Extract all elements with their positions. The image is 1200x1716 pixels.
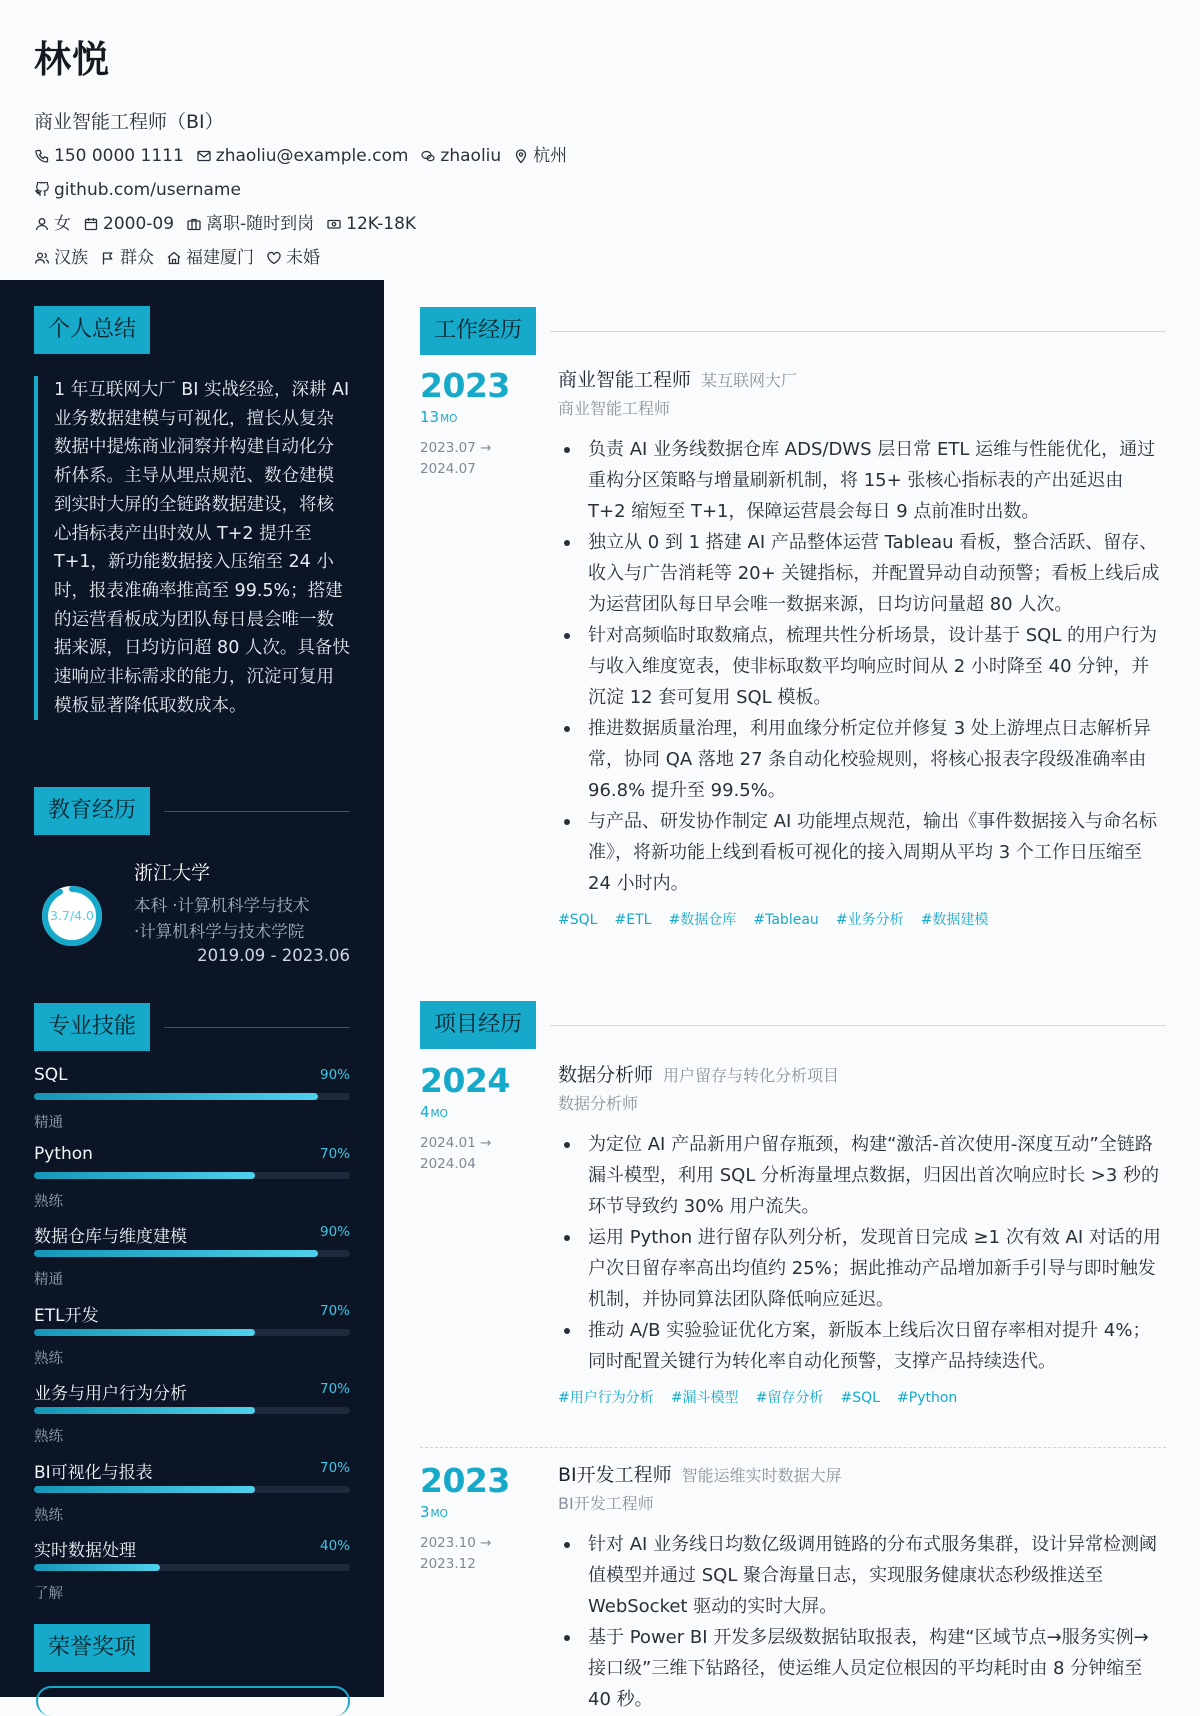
skill-tag: #Tableau <box>753 912 819 928</box>
skill-item <box>34 1379 350 1449</box>
skill-item <box>34 1536 350 1606</box>
summary-text: 1 年互联网大厂 BI 实战经验，深耕 AI 业务数据建模与可视化，擅长从复杂数据中提炼商业洞察并构建自动化分析体系。主导从埋点规范、数仓建模到实时大屏的全链路数据建设，将核心指标表产出时效从 T+2 提升至 T+1，新功能数据接入压缩至 24 小时，报表准确率推高至 99.5%；搭建的运营看板成为团队每日晨会唯一数据来源，日均访问超 80 人次。具备快速响应非标需求的能力，沉淀可复用模板显著降低取数成本。 <box>34 376 350 720</box>
resume-header <box>0 0 1200 280</box>
bullet-item: 针对高频临时取数痛点，梳理共性分析场景，设计基于 SQL 的用户行为与收入维度宽表，使非标取数平均响应时间从 2 小时降至 40 分钟，并沉淀 12 套可复用 SQL 模板。 <box>558 620 1166 713</box>
skill-name: BI可视化与报表 <box>34 1462 153 1483</box>
skill-level: 精通 <box>34 1115 63 1131</box>
marital-text: 未婚 <box>286 248 320 268</box>
entry-year: 2023 <box>420 1461 510 1500</box>
wechat-item <box>420 144 501 168</box>
skills-section-title: 专业技能 <box>34 1003 150 1051</box>
duration-unit: MO <box>440 413 458 425</box>
skill-percent: 90% <box>319 1224 350 1240</box>
skill-tag: #用户行为分析 <box>558 1390 654 1406</box>
skill-progress-fill <box>34 1407 255 1414</box>
entry-title-line <box>558 366 1166 394</box>
bullet-item: 为定位 AI 产品新用户留存瓶颈，构建“激活-首次使用-深度互动”全链路漏斗模型，利用 SQL 分析海量埋点数据，归因出首次响应时长 >3 秒的环节导致约 30% 用户流失。 <box>558 1129 1166 1222</box>
contact-row <box>34 144 1200 168</box>
bullet-item: 推进数据质量治理，利用血缘分析定位并修复 3 处上游埋点日志解析异常，协同 QA 落地 27 条自动化校验规则，将核心报表字段级准确率由 96.8% 提升至 99.5%。 <box>558 713 1166 806</box>
mail-icon <box>196 148 212 164</box>
birth-text: 2000-09 <box>103 214 175 234</box>
skill-percent: 70% <box>319 1145 350 1162</box>
entry-bullets <box>558 1529 1166 1715</box>
personal-row <box>34 212 1200 236</box>
entry-dates <box>420 1533 491 1575</box>
entry-title-line <box>558 1061 1166 1089</box>
summary-section-title: 个人总结 <box>34 306 150 354</box>
skill-progress-fill <box>34 1564 160 1571</box>
entry-title: 商业智能工程师 <box>558 369 692 391</box>
skill-item <box>34 1458 350 1528</box>
entry-body <box>558 1061 1166 1407</box>
skill-progress-fill <box>34 1486 255 1493</box>
hometown-text: 福建厦门 <box>186 248 254 268</box>
entry-year: 2023 <box>420 366 510 405</box>
marital-item <box>266 246 320 270</box>
degree-major: 本科 ·计算机科学与技术 <box>134 896 310 915</box>
entry-role: 数据分析师 <box>558 1094 639 1113</box>
entry-year: 2024 <box>420 1061 510 1100</box>
skill-name: ETL开发 <box>34 1305 99 1326</box>
github-row <box>34 178 1200 202</box>
entry-tags <box>558 909 1166 929</box>
politics-text: 群众 <box>120 248 154 268</box>
skill-tag: #ETL <box>614 912 652 928</box>
honors-section-header <box>34 1624 350 1672</box>
entry-body <box>558 1461 1166 1715</box>
skill-name: Python <box>34 1143 93 1164</box>
skill-progress-track <box>34 1250 350 1257</box>
bullet-item: 与产品、研发协作制定 AI 功能埋点规范，输出《事件数据接入与命名标准》，将新功能上线到看板可视化的接入周期从平均 3 个工作日压缩至 24 小时内。 <box>558 806 1166 899</box>
skill-level: 熟练 <box>34 1350 63 1367</box>
user-icon <box>34 216 50 232</box>
skill-percent: 40% <box>319 1538 350 1554</box>
skill-level: 熟练 <box>34 1193 63 1210</box>
skill-progress-track <box>34 1564 350 1571</box>
candidate-name: 林悦 <box>34 38 110 81</box>
money-icon <box>326 216 342 232</box>
section-divider <box>164 1027 350 1028</box>
gpa-label: 3.7/4.0 <box>50 908 94 923</box>
education-section-title: 教育经历 <box>34 787 150 835</box>
skill-name: 业务与用户行为分析 <box>34 1384 187 1404</box>
skill-name: SQL <box>34 1065 68 1085</box>
entry-role: BI开发工程师 <box>558 1494 654 1513</box>
skill-progress-track <box>34 1486 350 1493</box>
entry-separator <box>420 1447 1166 1448</box>
skill-progress-track <box>34 1407 350 1414</box>
entry-company: 某互联网大厂 <box>701 371 798 390</box>
wechat-text: zhaoliu <box>440 146 502 166</box>
section-divider <box>550 331 1166 332</box>
entry-dates <box>420 1133 491 1175</box>
entry-duration <box>420 1103 448 1121</box>
skill-name: 数据仓库与维度建模 <box>34 1227 187 1247</box>
duration-value: 13 <box>420 408 440 426</box>
honor-item <box>36 1686 350 1716</box>
skill-progress-track <box>34 1329 350 1336</box>
skill-progress-fill <box>34 1250 318 1257</box>
background-row <box>34 246 1200 270</box>
sidebar <box>0 280 384 1697</box>
skill-item <box>34 1222 350 1292</box>
gender-item <box>34 212 71 236</box>
entry-role: 商业智能工程师 <box>558 399 671 418</box>
skill-level: 了解 <box>34 1586 63 1602</box>
duration-unit: MO <box>430 1508 448 1520</box>
heart-icon <box>266 250 282 266</box>
entry-end: 2023.12 <box>420 1556 476 1572</box>
entry-start: 2023.07 → <box>420 440 492 456</box>
summary-section-header <box>34 306 350 354</box>
duration-value: 4 <box>420 1103 430 1121</box>
bullet-item: 基于 Power BI 开发多层级数据钻取报表，构建“区域节点→服务实例→接口级”三维下钻路径，使运维人员定位根因的平均耗时由 8 分钟缩至 40 秒。 <box>558 1622 1166 1715</box>
skill-tag: #SQL <box>840 1390 880 1406</box>
ethnicity-item <box>34 246 88 270</box>
location-pin-icon <box>513 148 529 164</box>
skill-progress-track <box>34 1093 350 1100</box>
salary-text: 12K-18K <box>346 214 417 234</box>
skill-percent: 90% <box>319 1067 350 1083</box>
skill-item <box>34 1065 350 1135</box>
wechat-icon <box>420 148 436 164</box>
projects-section-header <box>420 1001 1166 1049</box>
github-icon <box>34 182 50 198</box>
hometown-item <box>166 246 254 270</box>
skill-progress-fill <box>34 1172 255 1179</box>
bullet-item: 针对 AI 业务线日均数亿级调用链路的分布式服务集群，设计异常检测阈值模型并通过 SQL 聚合海量日志，实现服务健康状态秒级推送至 WebSocket 驱动的实时大屏。 <box>558 1529 1166 1622</box>
entry-body <box>558 366 1166 929</box>
entry-project-name: 智能运维实时数据大屏 <box>681 1466 842 1485</box>
city-text: 杭州 <box>533 146 568 166</box>
skill-item <box>34 1144 350 1214</box>
skill-percent: 70% <box>319 1459 350 1476</box>
entry-start: 2024.01 → <box>420 1135 492 1151</box>
email-text: zhaoliu@example.com <box>215 146 409 166</box>
skill-tag: #Python <box>897 1390 958 1406</box>
skill-tag: #数据仓库 <box>668 912 737 928</box>
entry-title-line <box>558 1461 1166 1489</box>
entry-title: BI开发工程师 <box>558 1464 672 1486</box>
skill-item <box>34 1301 350 1371</box>
honors-section-title: 荣誉奖项 <box>34 1624 150 1672</box>
projects-section-title: 项目经历 <box>420 1001 536 1049</box>
entry-tags <box>558 1387 1166 1407</box>
duration-value: 3 <box>420 1503 430 1521</box>
entry-dates <box>420 438 491 480</box>
skill-name: 实时数据处理 <box>34 1541 136 1561</box>
briefcase-icon <box>186 216 202 232</box>
skill-tag: #业务分析 <box>835 912 904 928</box>
skill-tag: #SQL <box>558 912 598 928</box>
calendar-icon <box>83 216 99 232</box>
skill-tag: #数据建模 <box>920 912 989 928</box>
entry-bullets <box>558 1129 1166 1377</box>
salary-item <box>326 212 416 236</box>
phone-icon <box>34 148 50 164</box>
duration-unit: MO <box>430 1108 448 1120</box>
skill-progress-track <box>34 1172 350 1179</box>
section-divider <box>550 1025 1166 1026</box>
skill-tag: #留存分析 <box>755 1390 824 1406</box>
work-section-title: 工作经历 <box>420 307 536 355</box>
job-target: 商业智能工程师（BI） <box>34 111 224 133</box>
entry-bullets <box>558 434 1166 899</box>
education-period: 2019.09 - 2023.06 <box>197 946 350 965</box>
skill-progress-fill <box>34 1329 255 1336</box>
skill-level: 精通 <box>34 1272 63 1288</box>
skill-progress-fill <box>34 1093 318 1100</box>
education-entry <box>34 858 350 968</box>
bullet-item: 运用 Python 进行留存队列分析，发现首日完成 ≥1 次有效 AI 对话的用户次日留存率高出均值约 25%；据此推动产品增加新手引导与即时触发机制，并协同算法团队降低响应延迟。 <box>558 1222 1166 1315</box>
entry-end: 2024.07 <box>420 461 476 477</box>
status-text: 离职-随时到岗 <box>206 214 315 234</box>
github-text: github.com/username <box>54 180 241 200</box>
education-section-header <box>34 787 350 835</box>
group-icon <box>34 250 50 266</box>
section-divider <box>164 811 350 812</box>
home-icon <box>166 250 182 266</box>
skill-level: 熟练 <box>34 1507 63 1524</box>
politics-item <box>100 246 154 270</box>
entry-start: 2023.10 → <box>420 1535 492 1551</box>
city-item <box>513 144 567 168</box>
skills-section-header <box>34 1003 350 1051</box>
college-name: ·计算机科学与技术学院 <box>134 922 305 941</box>
skill-level: 熟练 <box>34 1429 63 1445</box>
entry-duration <box>420 408 457 426</box>
bullet-item: 独立从 0 到 1 搭建 AI 产品整体运营 Tableau 看板，整合活跃、留存、收入与广告消耗等 20+ 关键指标，并配置异动自动预警；看板上线后成为运营团队每日早会唯一数据来源，日均访问量超 80 人次。 <box>558 527 1166 620</box>
gender-text: 女 <box>54 214 71 234</box>
skill-tag: #漏斗模型 <box>670 1390 739 1406</box>
entry-end: 2024.04 <box>420 1156 476 1172</box>
phone-text: 150 0000 1111 <box>54 146 184 166</box>
email-item[interactable] <box>196 144 409 168</box>
entry-duration <box>420 1503 448 1521</box>
skill-percent: 70% <box>319 1302 350 1319</box>
birth-item <box>83 212 174 236</box>
flag-icon <box>100 250 116 266</box>
entry-title: 数据分析师 <box>558 1064 654 1086</box>
work-section-header <box>420 307 1166 355</box>
github-item[interactable] <box>34 178 241 202</box>
skill-percent: 70% <box>319 1381 350 1397</box>
bullet-item: 推动 A/B 实验验证优化方案，新版本上线后次日留存率相对提升 4%；同时配置关键行为转化率自动化预警，支撑产品持续迭代。 <box>558 1315 1166 1377</box>
entry-project-name: 用户留存与转化分析项目 <box>663 1066 840 1085</box>
gpa-ring <box>40 884 104 948</box>
status-item <box>186 212 314 236</box>
phone-item[interactable] <box>34 144 184 168</box>
ethnicity-text: 汉族 <box>54 248 88 268</box>
school-name: 浙江大学 <box>134 862 211 884</box>
bullet-item: 负责 AI 业务线数据仓库 ADS/DWS 层日常 ETL 运维与性能优化，通过重构分区策略与增量刷新机制，将 15+ 张核心指标表的产出延迟由 T+2 缩短至 T+1，保障运营晨会每日 9 点前准时出数。 <box>558 434 1166 527</box>
